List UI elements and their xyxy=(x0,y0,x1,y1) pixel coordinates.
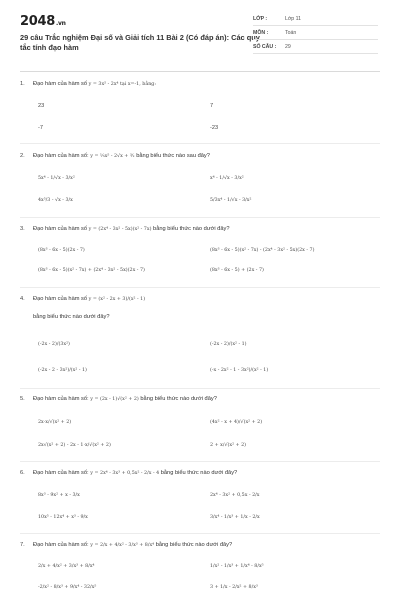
question-text-continued: bằng biểu thức nào dưới đây? xyxy=(33,314,110,320)
meta-value: Toán xyxy=(285,29,297,36)
answer-option-b[interactable]: 1/x² - 1/x³ + 1/x⁴ - 8/x⁵ xyxy=(210,564,264,569)
question-divider xyxy=(20,533,380,534)
question-number: 4. xyxy=(20,296,25,302)
question-divider xyxy=(20,388,380,389)
answer-option-b[interactable]: (8x³ - 6x - 5)(x² - 7x) - (2x⁴ - 3x² - 5x)(2x - 7) xyxy=(210,248,315,253)
answer-option-c[interactable]: 10x⁵ - 12x⁴ + x³ - 9/x xyxy=(38,515,88,520)
question-divider xyxy=(20,217,380,218)
answer-option-a[interactable]: 2x·x/√(x² + 2) xyxy=(38,420,72,425)
site-logo[interactable]: 2048.vn xyxy=(20,14,66,29)
question-text: Đạo hàm của hàm số: y = ⅓x⁵ - 2√x + ³⁄ₓ bằng biểu thức nào sau đây? xyxy=(33,153,210,159)
question-number: 5. xyxy=(20,396,25,402)
answer-option-b[interactable]: (-2x - 2)/(x² - 1) xyxy=(210,342,247,347)
question-text: Đạo hàm của hàm số: y = (2x - 1)√(x² + 2) bằng biểu thức nào dưới đây? xyxy=(33,396,217,402)
question-text: Đạo hàm của hàm số: y = 2x⁴ - 3x³ + 0,5x² - 2/x - 4 bằng biểu thức nào dưới đây? xyxy=(33,470,238,476)
question-divider xyxy=(20,461,380,462)
answer-option-a[interactable]: 5x⁴ - 1/√x - 3/x² xyxy=(38,176,75,181)
answer-option-b[interactable]: (4x² - x + 4)/√(x² + 2) xyxy=(210,420,263,425)
question-5 xyxy=(20,396,380,402)
question-text: Đạo hàm của hàm số: y = 2/x + 4/x² - 3/x³ + 8/x⁴ bằng biểu thức nào dưới đây? xyxy=(33,542,233,548)
question-text: Đạo hàm của hàm số y = (x² - 2x + 3)/(x² - 1) xyxy=(33,296,146,302)
answer-option-c[interactable]: 4x⁵/3 - √x - 3/x xyxy=(38,198,73,203)
question-divider xyxy=(20,143,380,144)
meta-label: SỐ CÂU : xyxy=(253,43,277,50)
answer-option-c[interactable]: (-2x - 2 - 3x²)/(x² - 1) xyxy=(38,368,87,373)
meta-row-class xyxy=(253,12,378,26)
meta-value: Lớp 11 xyxy=(285,15,301,22)
answer-option-a[interactable]: (8x³ - 6x - 5)(2x - 7) xyxy=(38,248,85,253)
question-7 xyxy=(20,542,380,548)
question-3 xyxy=(20,226,380,232)
question-divider xyxy=(20,287,380,288)
answer-option-d[interactable]: 2 + x/√(x² + 2) xyxy=(210,443,246,448)
answer-option-d[interactable]: (8x³ - 6x - 5) + (2x - 7) xyxy=(210,268,264,273)
answer-option-c[interactable]: -7 xyxy=(38,125,43,131)
header-divider xyxy=(20,71,380,72)
answer-option-a[interactable]: 2/x + 4/x² + 3/x³ + 8/x⁴ xyxy=(38,564,95,569)
question-text: Đạo hàm của hàm số y = (2x⁴ - 3x² - 5x)(x² - 7x) bằng biểu thức nào dưới đây? xyxy=(33,226,230,232)
meta-row-count xyxy=(253,40,378,54)
answer-option-b[interactable]: x⁴ - 1/√x - 3/x² xyxy=(210,176,244,181)
question-1 xyxy=(20,81,380,87)
meta-value: 29 xyxy=(285,43,291,50)
answer-option-c[interactable]: -2/x² - 8/x³ + 9/x⁴ - 32/x⁵ xyxy=(38,585,97,590)
answer-option-d[interactable]: 5/3x⁴ - 1/√x - 3/x² xyxy=(210,198,252,203)
answer-option-d[interactable]: 3/x⁴ - 1/x³ + 1/x - 2/x xyxy=(210,515,260,520)
answer-option-b[interactable]: 2x⁴ - 3x² + 0,5x - 2/x xyxy=(210,493,260,498)
answer-option-a[interactable]: 8x³ - 9x² + x - 3/x xyxy=(38,493,80,498)
meta-label: MÔN : xyxy=(253,29,269,36)
question-text: Đạo hàm của hàm số y = 3x⁵ - 2x⁴ tại x=-1, bằng: xyxy=(33,81,156,87)
answer-option-a[interactable]: 23 xyxy=(38,103,45,109)
question-number: 7. xyxy=(20,542,25,548)
meta-row-subject xyxy=(253,26,378,40)
answer-option-c[interactable]: (8x³ - 6x - 5)(x² - 7x) + (2x⁴ - 3x² - 5x)(2x - 7) xyxy=(38,268,145,273)
answer-option-a[interactable]: (-2x - 2)/(3x²) xyxy=(38,342,70,347)
document-title: 29 câu Trắc nghiệm Đại số và Giải tích 11 Bài 2 (Có đáp án): Các quy tắc tính đạo hàm xyxy=(20,33,260,52)
answer-option-c[interactable]: 2x√(x² + 2) - 2x - 1·x/√(x² + 2) xyxy=(38,443,111,448)
question-2 xyxy=(20,153,380,159)
meta-label: LỚP : xyxy=(253,15,268,22)
answer-option-d[interactable]: 3 + 1/x - 2/x² + 8/x³ xyxy=(210,585,258,590)
question-number: 6. xyxy=(20,470,25,476)
meta-table xyxy=(253,12,378,54)
question-4 xyxy=(20,296,380,320)
answer-option-d[interactable]: (-x - 2x² - 1 - 3x²)/(x² - 1) xyxy=(210,368,269,373)
answer-option-d[interactable]: -23 xyxy=(210,125,219,131)
question-number: 2. xyxy=(20,153,25,159)
question-number: 1. xyxy=(20,81,25,87)
answer-option-b[interactable]: 7 xyxy=(210,103,214,109)
question-number: 3. xyxy=(20,226,25,232)
question-6 xyxy=(20,470,380,476)
